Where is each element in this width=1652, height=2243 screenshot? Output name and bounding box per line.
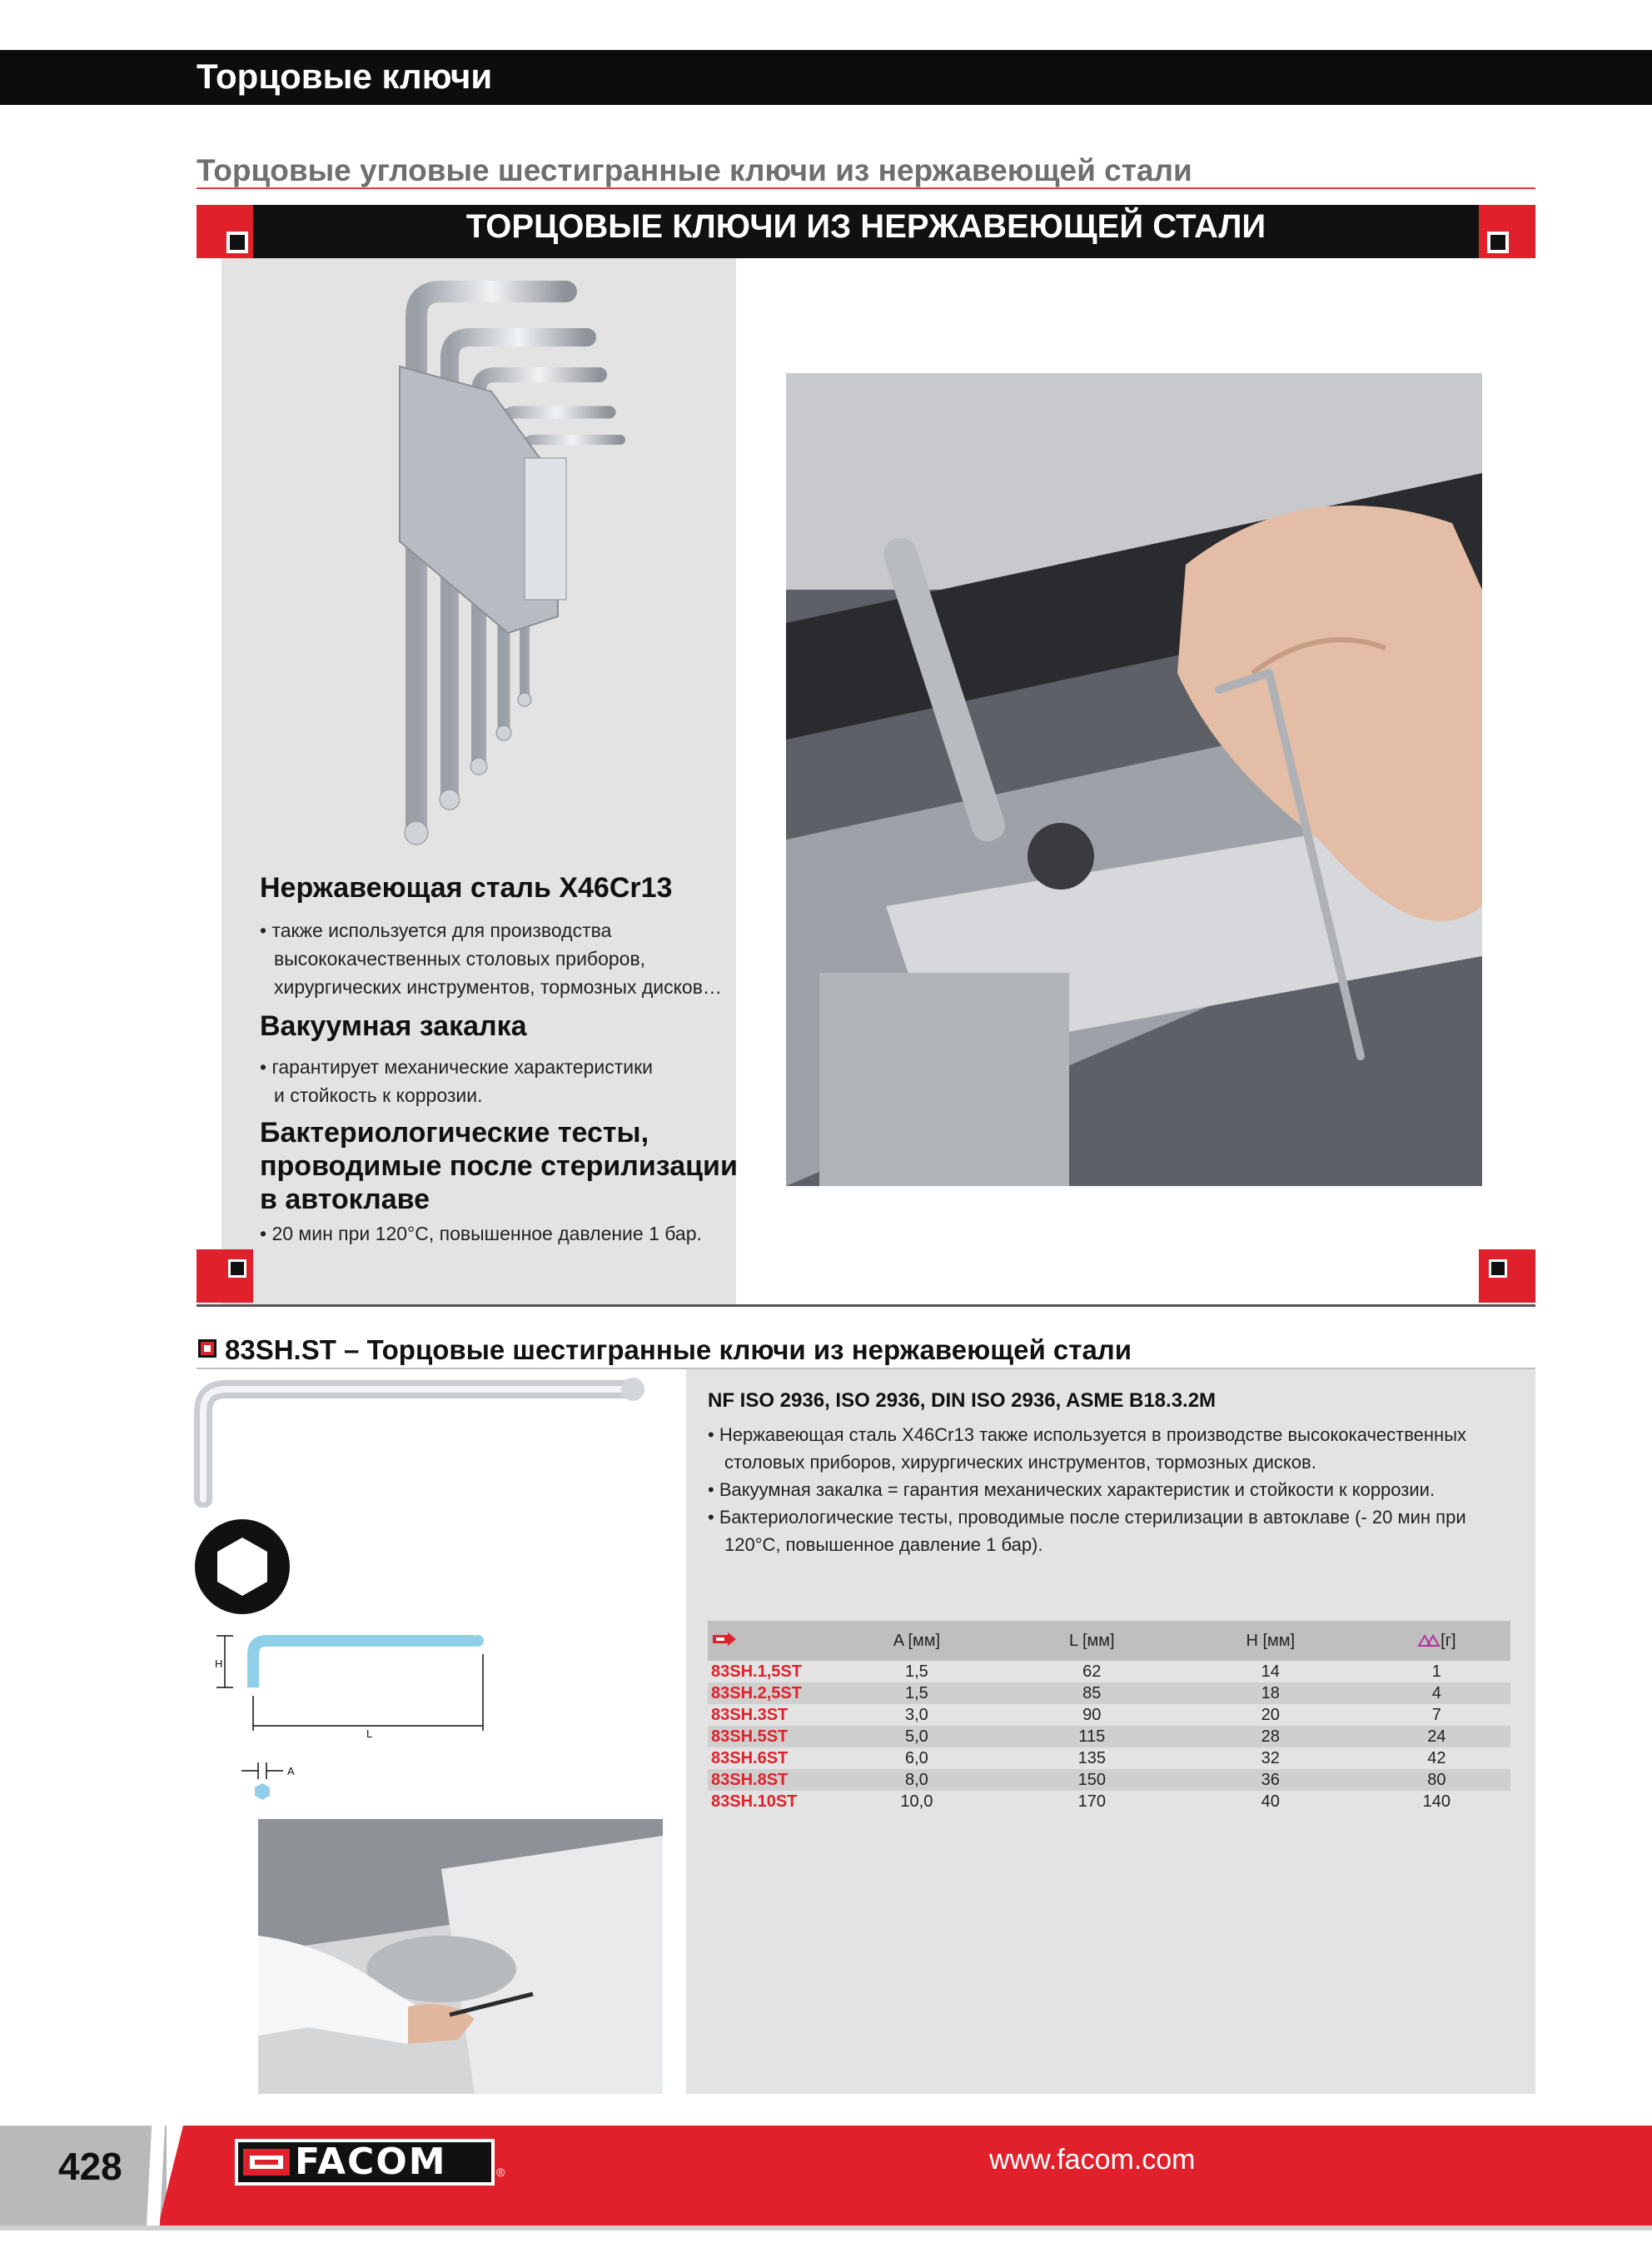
page-number: 428 [58, 2145, 122, 2188]
table-row: 83SH.8ST 8,0 150 36 80 [708, 1769, 1510, 1791]
usage-photo [786, 373, 1482, 1186]
hex-key-set-image [366, 267, 641, 850]
application-photo [258, 1819, 663, 2094]
reference-icon-header [708, 1621, 828, 1661]
col-h-header: H [мм] [1178, 1621, 1363, 1661]
dim-a-label: A [287, 1765, 295, 1777]
hex-key-image [188, 1374, 654, 1508]
feature-text: и стойкость к коррозии. [274, 1084, 483, 1106]
weight-icon [1417, 1634, 1441, 1647]
table-row: 83SH.3ST 3,0 90 20 7 [711, 1705, 1441, 1724]
table-row: 83SH.5ST 5,0 115 28 24 [708, 1726, 1510, 1747]
standards-line: NF ISO 2936, ISO 2936, DIN ISO 2936, ASME B18.3.2M [708, 1389, 1217, 1412]
feature-text: • 20 мин при 120°C, повышенное давление 1 бар. [260, 1223, 702, 1244]
product-title: 83SH.ST – Торцовые шестигранные ключи из нержавеющей стали [225, 1334, 1132, 1365]
product-description: • Вакуумная закалка = гарантия механических характеристик и стойкости к коррозии. [708, 1479, 1436, 1500]
corner-bottom-left [197, 1249, 253, 1303]
footer-bottom-line [0, 2226, 1652, 2231]
feature-text: • гарантирует механические характеристики [260, 1056, 654, 1078]
facom-logo-text: FACOM [295, 2141, 447, 2183]
product-description: • Нержавеющая сталь X46Cr13 также используется в производстве высококачественных [708, 1424, 1467, 1445]
feature-heading-tests: Бактериологические тесты, [260, 1117, 649, 1149]
section-bullet-inner [204, 1345, 211, 1352]
registered-mark: ® [496, 2166, 505, 2179]
feature-divider [197, 1304, 1535, 1307]
feature-heading-tests: в автоклаве [260, 1184, 430, 1215]
table-row: 83SH.10ST 10,0 170 40 140 [711, 1792, 1451, 1811]
page-subtitle: Торцовые угловые шестигранные ключи из нержавеющей стали [197, 153, 1192, 187]
feature-text: высококачественных столовых приборов, [274, 948, 646, 969]
feature-heading-hardening: Вакуумная закалка [260, 1010, 527, 1042]
corner-bottom-right [1479, 1249, 1535, 1303]
dim-l-label: L [366, 1727, 373, 1740]
subtitle-underline [197, 187, 1535, 189]
section-title: Торцовые ключи [197, 57, 493, 96]
hex-socket-icon [193, 1518, 291, 1616]
col-weight-header: [г] [1363, 1621, 1510, 1661]
banner-title: ТОРЦОВЫЕ КЛЮЧИ ИЗ НЕРЖАВЕЮЩЕЙ СТАЛИ [465, 208, 1266, 245]
reference-icon [713, 1632, 736, 1646]
feature-heading-steel: Нержавеющая сталь X46Cr13 [260, 872, 673, 904]
facom-logo-icon [243, 2147, 290, 2177]
col-a-header: A [мм] [828, 1621, 1006, 1661]
spec-table [708, 1621, 1510, 1812]
product-description: 120°C, повышенное давление 1 бар). [724, 1534, 1043, 1555]
table-row: 83SH.6ST 6,0 135 32 42 [711, 1748, 1446, 1767]
product-description: • Бактериологические тесты, проводимые после стерилизации в автоклаве (- 20 мин при [708, 1507, 1466, 1528]
dimension-diagram [200, 1629, 500, 1812]
product-description: столовых приборов, хирургических инструментов, тормозных дисков. [724, 1452, 1316, 1473]
feature-text: • также используется для производства [260, 920, 612, 941]
website-link[interactable]: www.facom.com [989, 2144, 1196, 2176]
feature-text: хирургических инструментов, тормозных дисков… [274, 976, 722, 998]
dim-h-label: H [215, 1657, 223, 1670]
table-row: 83SH.1,5ST 1,5 62 14 1 [711, 1662, 1441, 1681]
col-l-header: L [мм] [1006, 1621, 1178, 1661]
table-row: 83SH.2,5ST 1,5 85 18 4 [708, 1682, 1510, 1704]
table-header-row [708, 1621, 1510, 1661]
feature-heading-tests: проводимые после стерилизации [260, 1150, 738, 1182]
